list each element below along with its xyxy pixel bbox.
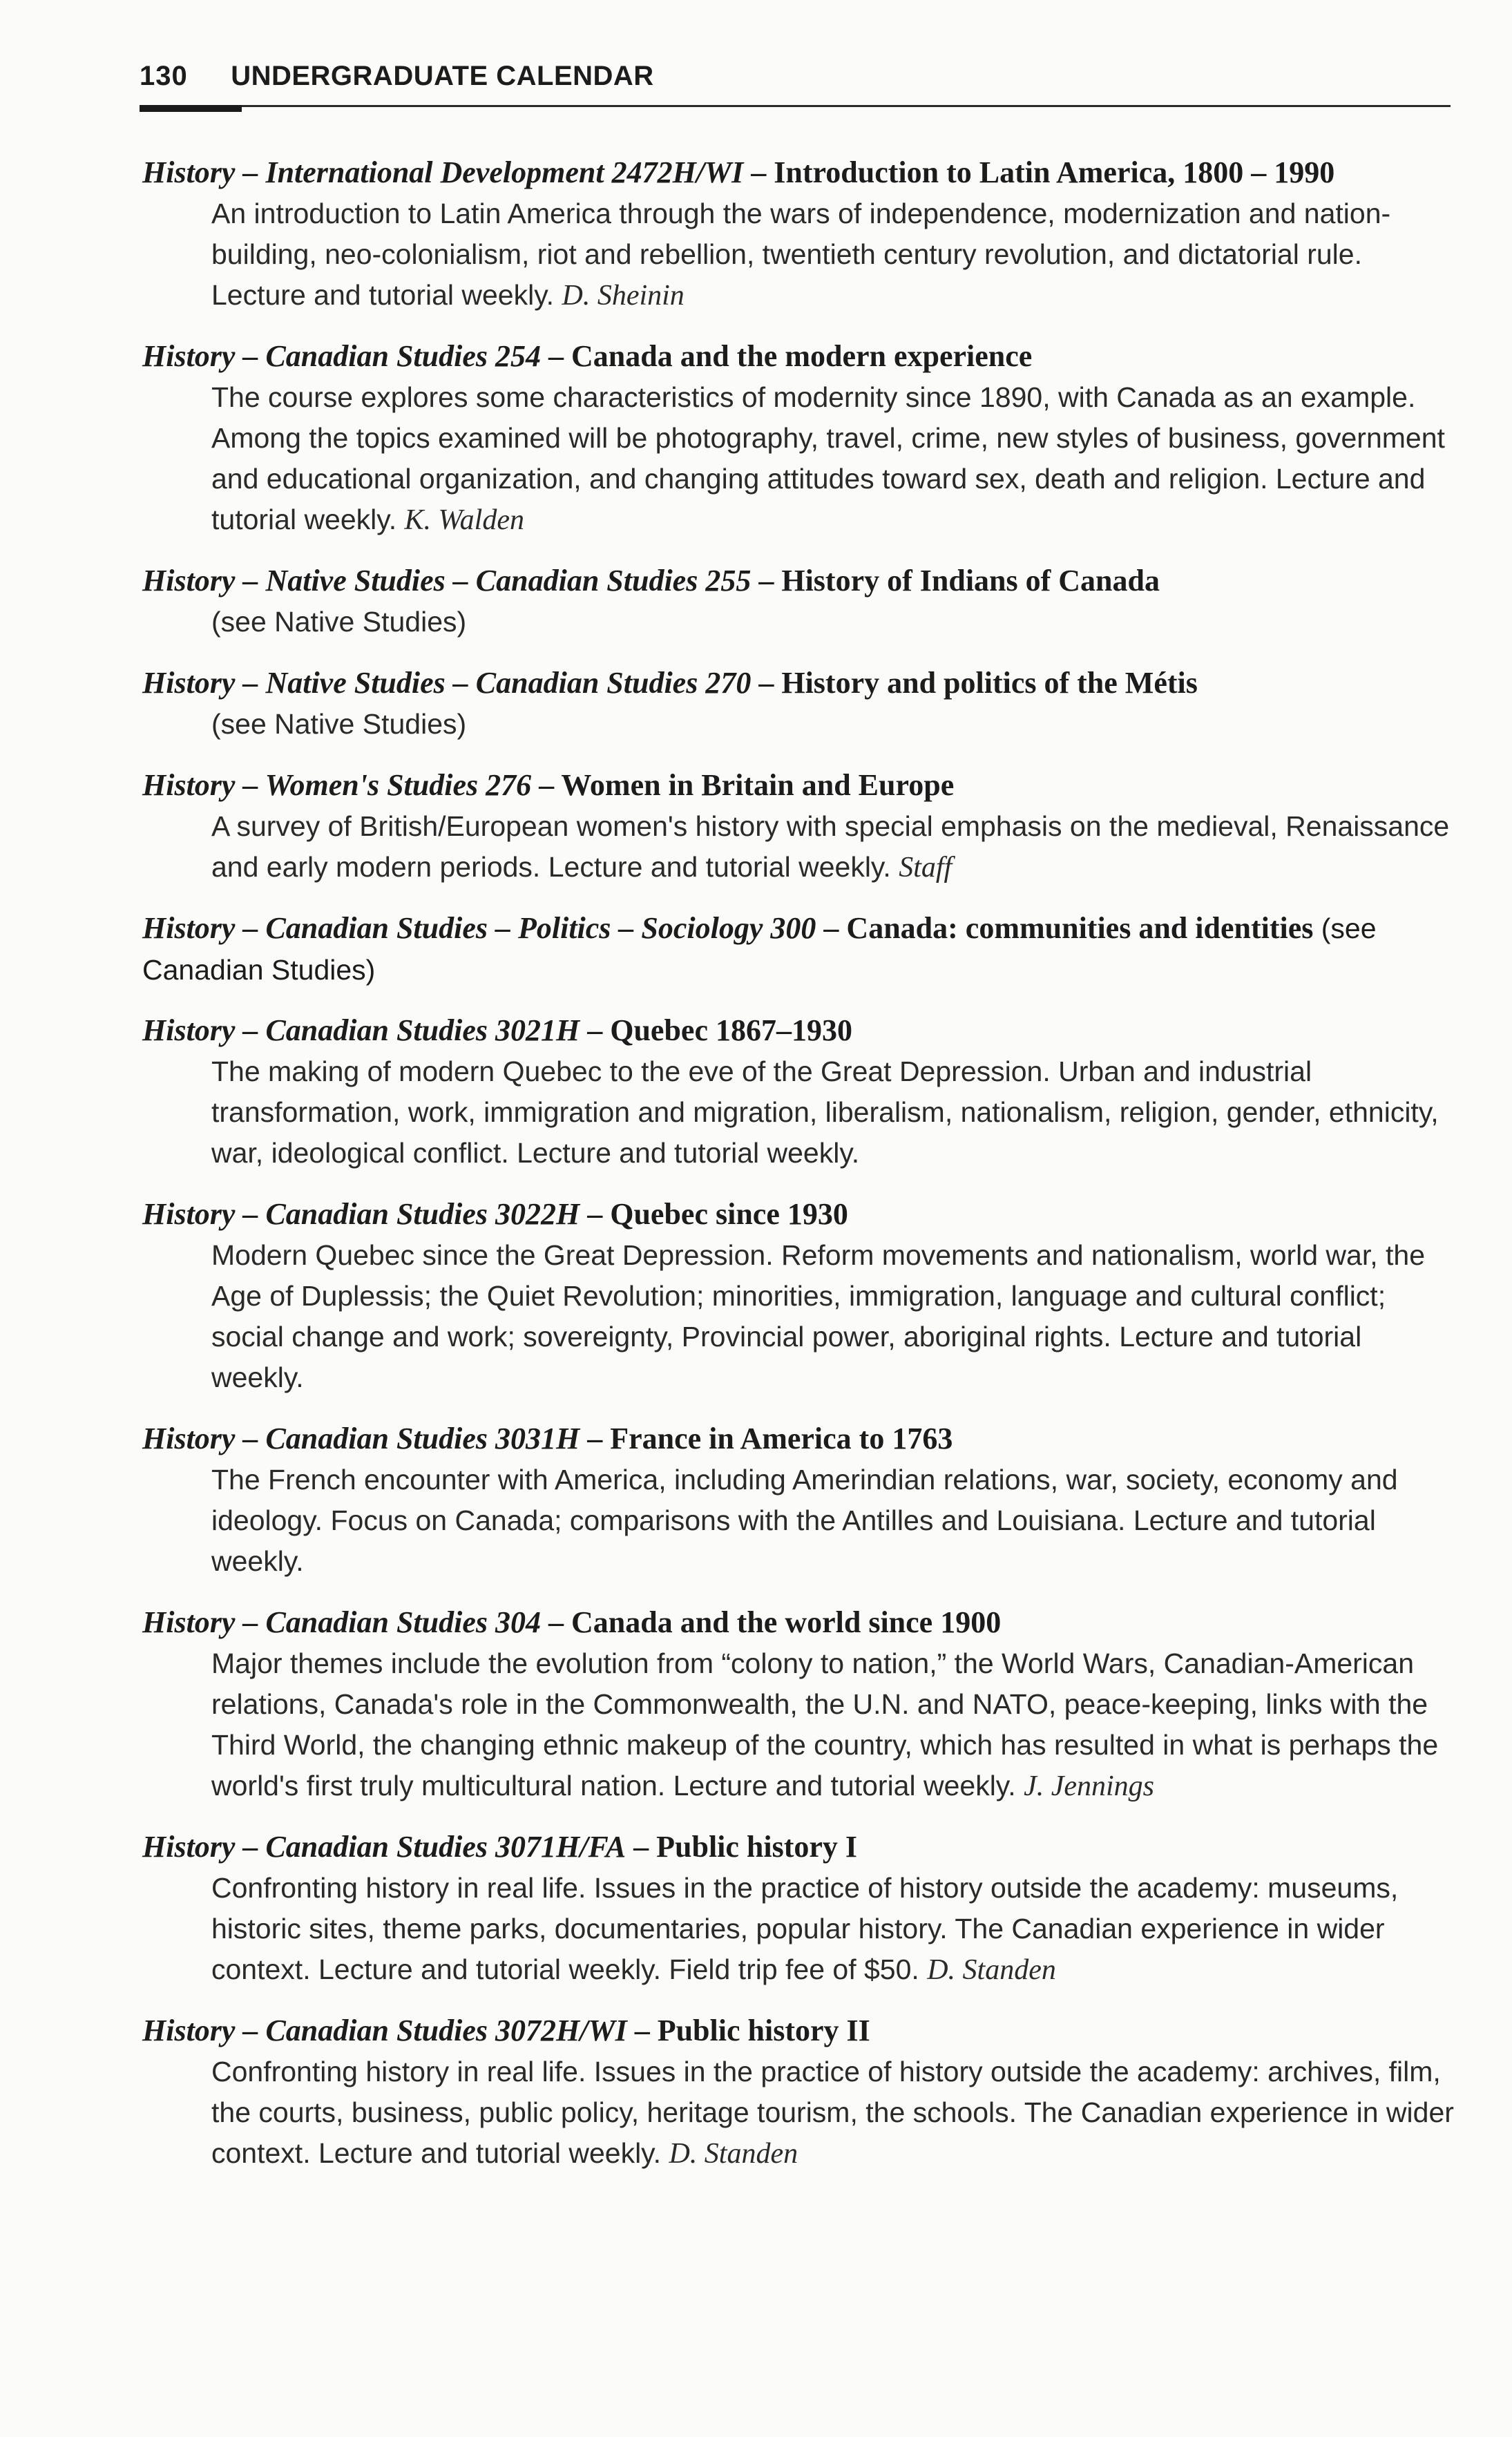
course-title: Women in Britain and Europe <box>561 768 955 802</box>
course-description: Confronting history in real life. Issues in the practice of history outside the academy: museums, historic sites, theme parks, documentaries, popular history. The Canadian experience in wider context. Lecture and tutorial weekly. Field trip fee of $50. <box>211 1872 1399 1985</box>
course-code: History – Native Studies – Canadian Studies 255 <box>142 564 752 598</box>
separator: – <box>816 911 847 945</box>
course-heading <box>142 765 1455 806</box>
course-entry <box>142 560 1455 643</box>
course-entry <box>142 336 1455 541</box>
course-title: France in America to 1763 <box>610 1422 953 1455</box>
separator: – <box>580 1013 611 1047</box>
separator: – <box>751 564 782 598</box>
course-code: History – International Development 2472H/WI <box>142 155 744 189</box>
separator: – <box>580 1197 611 1231</box>
course-heading <box>142 560 1455 602</box>
course-entry <box>142 908 1455 991</box>
course-heading <box>142 1602 1455 1643</box>
course-code: History – Canadian Studies 3071H/FA <box>142 1830 626 1864</box>
course-entry <box>142 765 1455 888</box>
course-title: Public history II <box>657 2014 870 2047</box>
page-header <box>140 61 654 92</box>
course-description: (see Native Studies) <box>211 708 467 740</box>
see-reference: (see Canadian Studies) <box>142 912 1377 986</box>
course-heading <box>142 1826 1455 1868</box>
header-rule-accent <box>140 105 242 112</box>
course-entry <box>142 152 1455 316</box>
course-description: The course explores some characteristics of modernity since 1890, with Canada as an example. Among the topics examined will be photography, travel, crime, new styles of business, government and educational organization, and changing attitudes toward sex, death and religion. Lecture and tutorial weekly. <box>211 381 1445 535</box>
course-title: Introduction to Latin America, 1800 – 1990 <box>774 155 1335 189</box>
course-title: History of Indians of Canada <box>781 564 1160 598</box>
course-title: Canada and the modern experience <box>571 339 1033 373</box>
course-entry <box>142 1194 1455 1399</box>
separator: – <box>541 1605 572 1639</box>
course-description-block <box>211 1460 1455 1583</box>
course-heading <box>142 1010 1455 1051</box>
course-description-block <box>211 1643 1455 1807</box>
course-title: Public history I <box>656 1830 858 1864</box>
course-description-block <box>211 806 1455 888</box>
page-number: 130 <box>140 61 188 91</box>
course-entry <box>142 1418 1455 1583</box>
course-code: History – Canadian Studies 3031H <box>142 1422 580 1455</box>
course-heading <box>142 662 1455 704</box>
course-heading <box>142 908 1455 991</box>
course-entry <box>142 662 1455 745</box>
course-description-block <box>211 602 1455 643</box>
course-listing <box>142 152 1455 2194</box>
separator: – <box>751 666 782 700</box>
instructor: D. Sheinin <box>562 280 685 312</box>
course-heading <box>142 336 1455 377</box>
instructor: K. Walden <box>404 504 524 536</box>
separator: – <box>531 768 562 802</box>
course-heading <box>142 2010 1455 2052</box>
course-code: History – Canadian Studies 3021H <box>142 1013 580 1047</box>
course-description: The French encounter with America, including Amerindian relations, war, society, economy and ideology. Focus on Canada; comparisons with the Antilles and Louisiana. Lecture and tutorial weekly. <box>211 1464 1398 1577</box>
course-description: (see Native Studies) <box>211 606 467 638</box>
course-description-block <box>211 1868 1455 1991</box>
course-title: History and politics of the Métis <box>781 666 1198 700</box>
course-heading <box>142 152 1455 193</box>
course-code: History – Native Studies – Canadian Studies 270 <box>142 666 752 700</box>
course-title: Canada and the world since 1900 <box>571 1605 1002 1639</box>
course-description-block <box>211 2052 1455 2175</box>
course-description-block <box>211 1235 1455 1399</box>
course-heading <box>142 1418 1455 1460</box>
course-entry <box>142 1826 1455 1991</box>
instructor: D. Standen <box>669 2138 798 2170</box>
course-description: An introduction to Latin America through the wars of independence, modernization and nation-building, neo-colonialism, riot and rebellion, twentieth century revolution, and dictatorial rule. Lecture and tutorial weekly. <box>211 198 1391 311</box>
separator: – <box>626 2014 658 2047</box>
course-description-block <box>211 704 1455 745</box>
course-description-block <box>211 1051 1455 1174</box>
course-code: History – Canadian Studies 254 <box>142 339 542 373</box>
instructor: Staff <box>899 852 953 883</box>
course-description-block <box>211 377 1455 541</box>
course-description: Modern Quebec since the Great Depression. Reform movements and nationalism, world war, the Age of Duplessis; the Quiet Revolution; minorities, immigration, language and cultural conflict; social change and work; sovereignty, Provincial power, aboriginal rights. Lecture and tutorial weekly. <box>211 1239 1425 1393</box>
course-title: Canada: communities and identities <box>846 911 1314 945</box>
course-description: A survey of British/European women's history with special emphasis on the medieval, Renaissance and early modern periods. Lecture and tutorial weekly. <box>211 810 1450 883</box>
course-code: History – Women's Studies 276 <box>142 768 532 802</box>
course-title: Quebec 1867–1930 <box>610 1013 852 1047</box>
header-rule <box>140 105 1451 107</box>
course-heading <box>142 1194 1455 1235</box>
course-entry <box>142 1602 1455 1807</box>
instructor: J. Jennings <box>1024 1770 1155 1802</box>
course-description-block <box>211 193 1455 316</box>
course-code: History – Canadian Studies 3072H/WI <box>142 2014 627 2047</box>
course-description: Major themes include the evolution from “colony to nation,” the World Wars, Canadian-American relations, Canada's role in the Commonwealth, the U.N. and NATO, peace-keeping, links with the Third World, the changing ethnic makeup of the country, which has resulted in what is perhaps the world's first truly multicultural nation. Lecture and tutorial weekly. <box>211 1647 1439 1802</box>
separator: – <box>541 339 572 373</box>
course-code: History – Canadian Studies 304 <box>142 1605 542 1639</box>
course-entry <box>142 1010 1455 1174</box>
separator: – <box>743 155 774 189</box>
running-title: UNDERGRADUATE CALENDAR <box>231 61 654 91</box>
course-code: History – Canadian Studies – Politics – Sociology 300 <box>142 911 816 945</box>
course-entry <box>142 2010 1455 2175</box>
instructor: D. Standen <box>927 1954 1056 1986</box>
separator: – <box>580 1422 611 1455</box>
course-title: Quebec since 1930 <box>610 1197 848 1231</box>
separator: – <box>626 1830 657 1864</box>
course-code: History – Canadian Studies 3022H <box>142 1197 580 1231</box>
course-description: The making of modern Quebec to the eve of the Great Depression. Urban and industrial transformation, work, immigration and migration, liberalism, nationalism, religion, gender, ethnicity, war, ideological conflict. Lecture and tutorial weekly. <box>211 1055 1439 1169</box>
course-description: Confronting history in real life. Issues in the practice of history outside the academy: archives, film, the courts, business, public policy, heritage tourism, the schools. The Canadian experience in wider context. Lecture and tutorial weekly. <box>211 2056 1454 2169</box>
